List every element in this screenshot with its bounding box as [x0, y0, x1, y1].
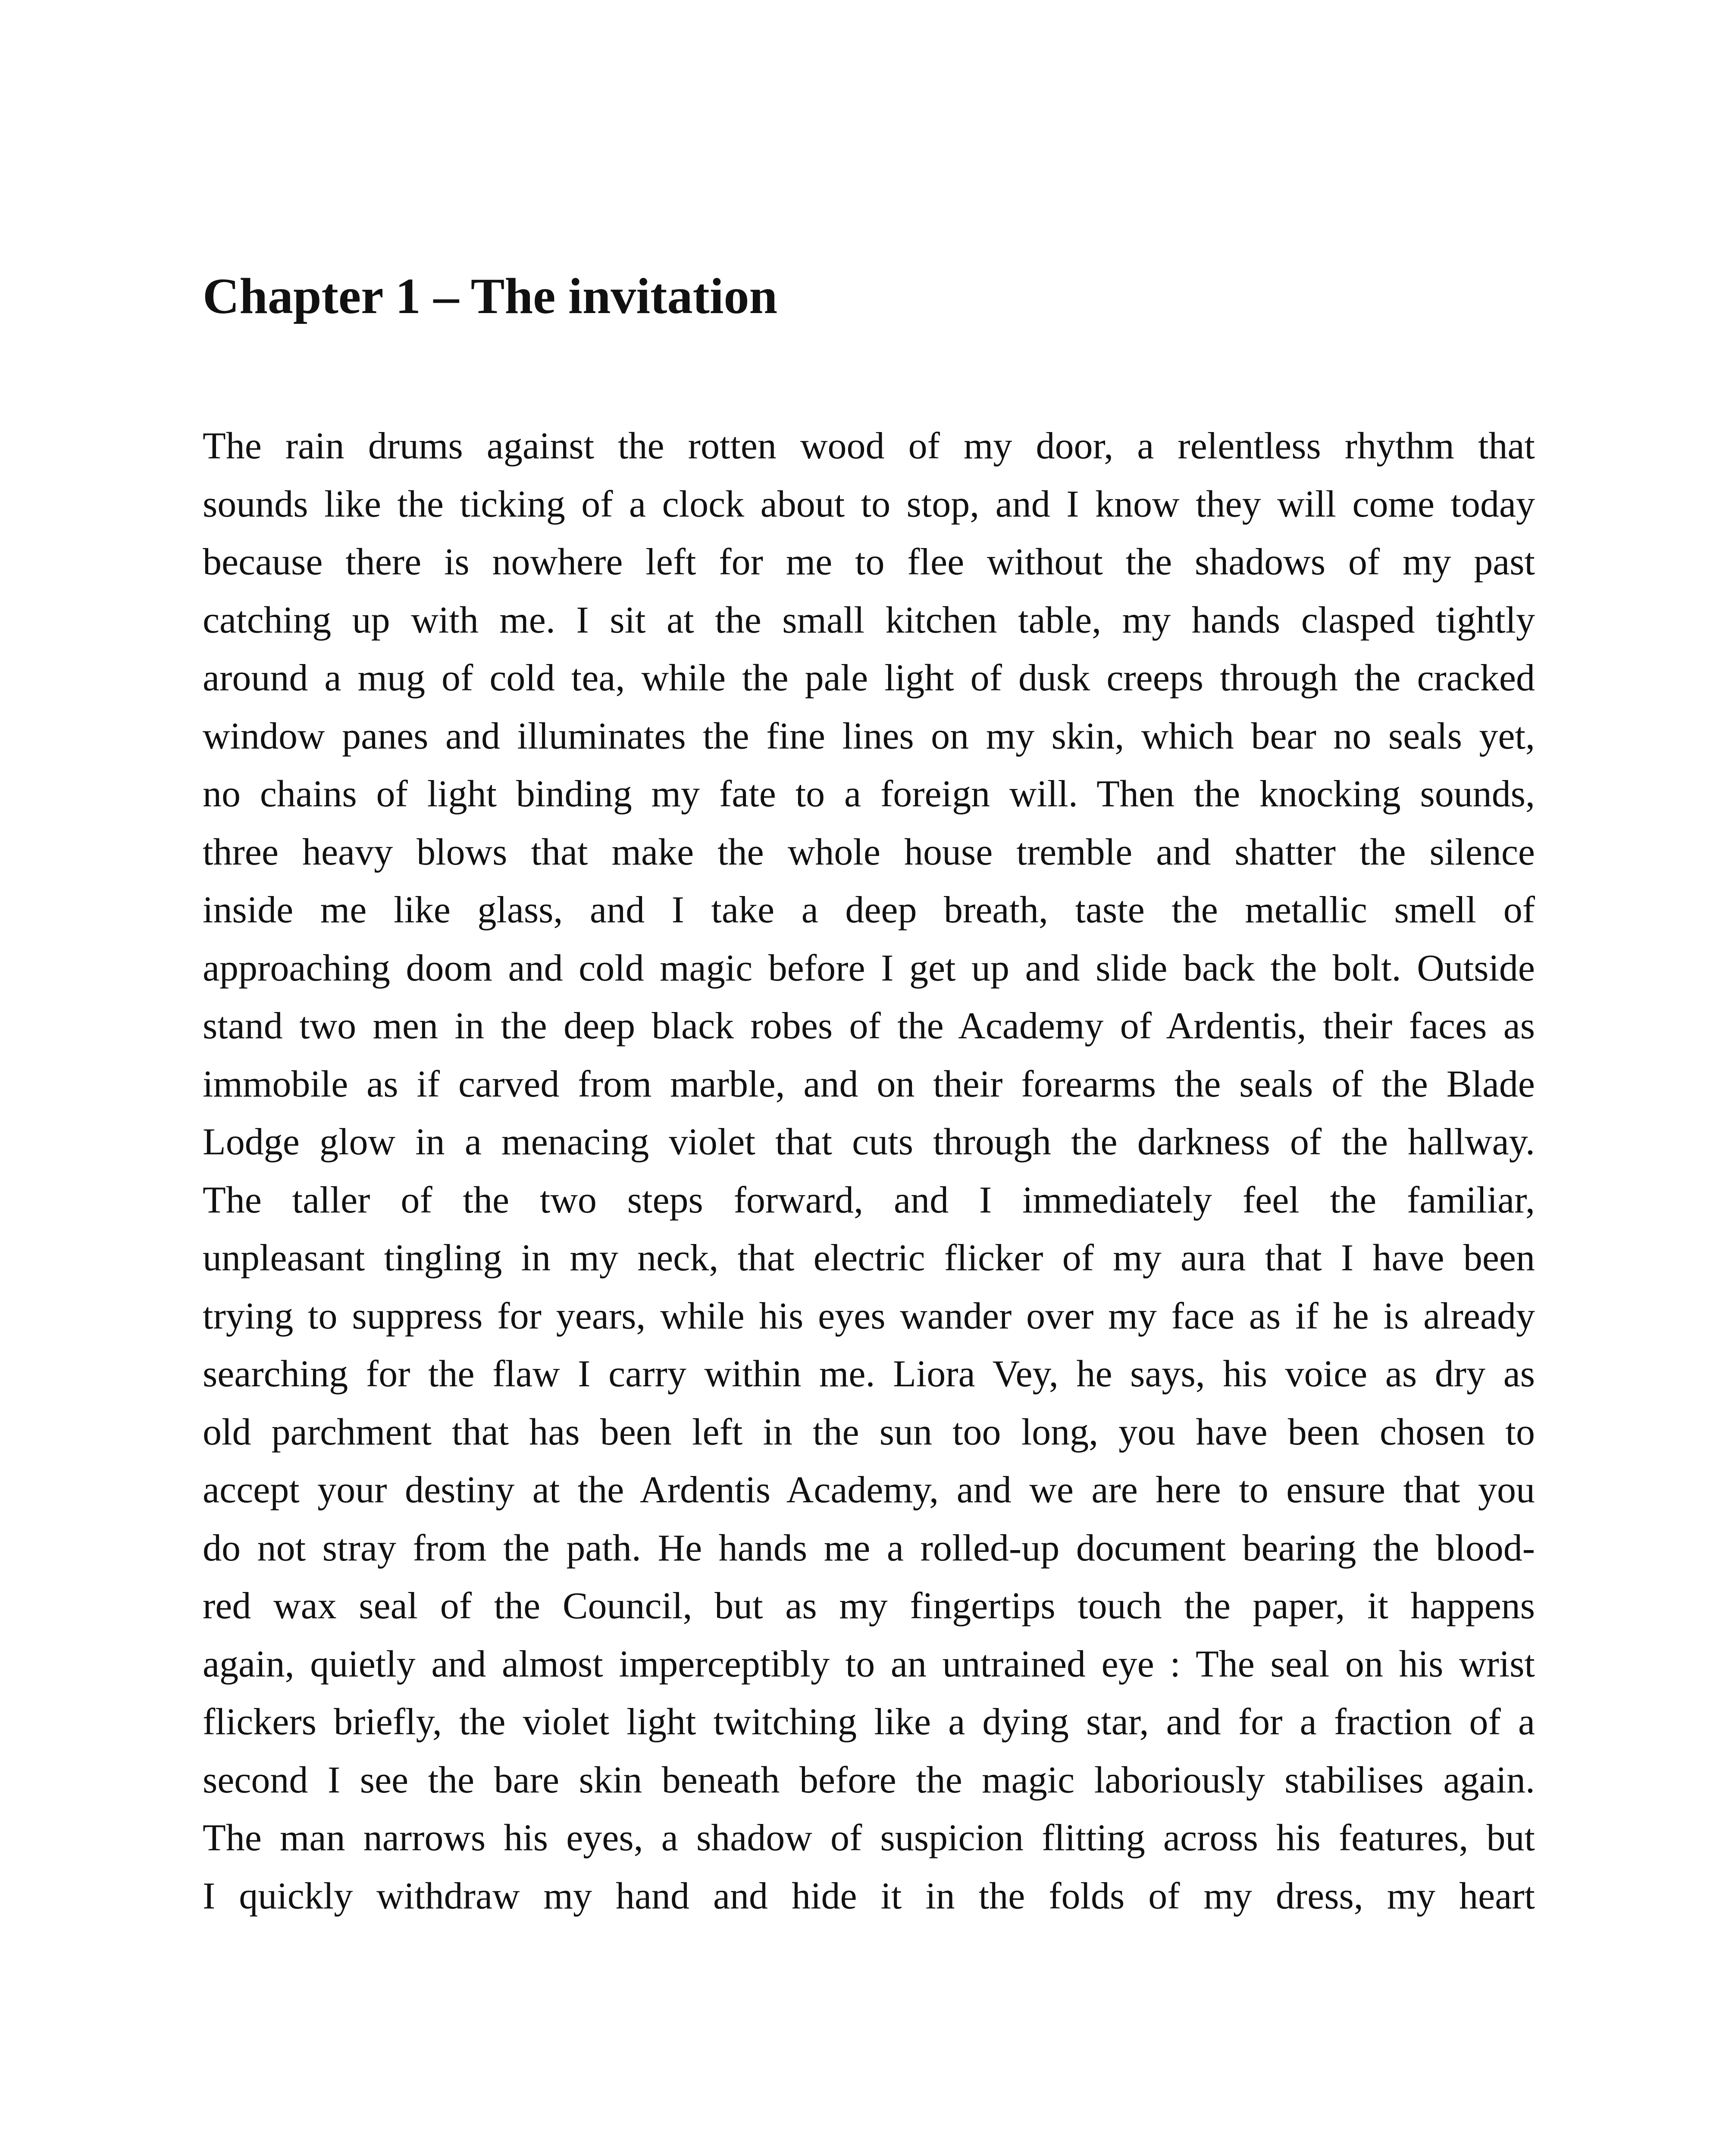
chapter-title: Chapter 1 – The invitation: [203, 268, 778, 324]
body-line-17: searching for the flaw I carry within me. Liora Vey, he says, his voice as dry as: [203, 1353, 1535, 1395]
body-line-11: stand two men in the deep black robes of the Academy of Ardentis, their faces as: [203, 1005, 1535, 1047]
body-line-13: Lodge glow in a menacing violet that cuts through the darkness of the hallway.: [203, 1121, 1535, 1163]
body-line-5: around a mug of cold tea, while the pale light of dusk creeps through the cracked: [203, 657, 1535, 699]
body-line-24: second I see the bare skin beneath before the magic laboriously stabilises again.: [203, 1759, 1535, 1801]
body-line-9: inside me like glass, and I take a deep breath, taste the metallic smell of: [203, 889, 1535, 931]
body-line-16: trying to suppress for years, while his eyes wander over my face as if he is already: [203, 1295, 1535, 1337]
chapter-body: [203, 417, 1535, 1925]
body-line-7: no chains of light binding my fate to a foreign will. Then the knocking sounds,: [203, 773, 1535, 815]
body-line-18: old parchment that has been left in the sun too long, you have been chosen to: [203, 1411, 1535, 1453]
body-line-6: window panes and illuminates the fine lines on my skin, which bear no seals yet,: [203, 715, 1535, 757]
body-line-21: red wax seal of the Council, but as my fingertips touch the paper, it happens: [203, 1585, 1535, 1627]
body-line-26: I quickly withdraw my hand and hide it in the folds of my dress, my heart: [203, 1875, 1535, 1917]
body-line-25: The man narrows his eyes, a shadow of suspicion flitting across his features, but: [203, 1817, 1535, 1859]
body-line-8: three heavy blows that make the whole house tremble and shatter the silence: [203, 831, 1535, 873]
body-line-22: again, quietly and almost imperceptibly to an untrained eye : The seal on his wrist: [203, 1643, 1535, 1685]
body-line-20: do not stray from the path. He hands me a rolled-up document bearing the blood-: [203, 1527, 1535, 1569]
body-line-4: catching up with me. I sit at the small kitchen table, my hands clasped tightly: [203, 599, 1535, 641]
body-line-3: because there is nowhere left for me to flee without the shadows of my past: [203, 541, 1535, 583]
body-line-1: The rain drums against the rotten wood of my door, a relentless rhythm that: [203, 425, 1535, 467]
body-line-12: immobile as if carved from marble, and on their forearms the seals of the Blade: [203, 1063, 1535, 1105]
body-line-19: accept your destiny at the Ardentis Academy, and we are here to ensure that you: [203, 1469, 1535, 1511]
body-line-23: flickers briefly, the violet light twitching like a dying star, and for a fraction of a: [203, 1701, 1535, 1743]
body-line-2: sounds like the ticking of a clock about to stop, and I know they will come today: [203, 483, 1535, 525]
body-line-14: The taller of the two steps forward, and I immediately feel the familiar,: [203, 1179, 1535, 1221]
body-line-15: unpleasant tingling in my neck, that electric flicker of my aura that I have been: [203, 1237, 1535, 1279]
body-line-10: approaching doom and cold magic before I get up and slide back the bolt. Outside: [203, 947, 1535, 989]
